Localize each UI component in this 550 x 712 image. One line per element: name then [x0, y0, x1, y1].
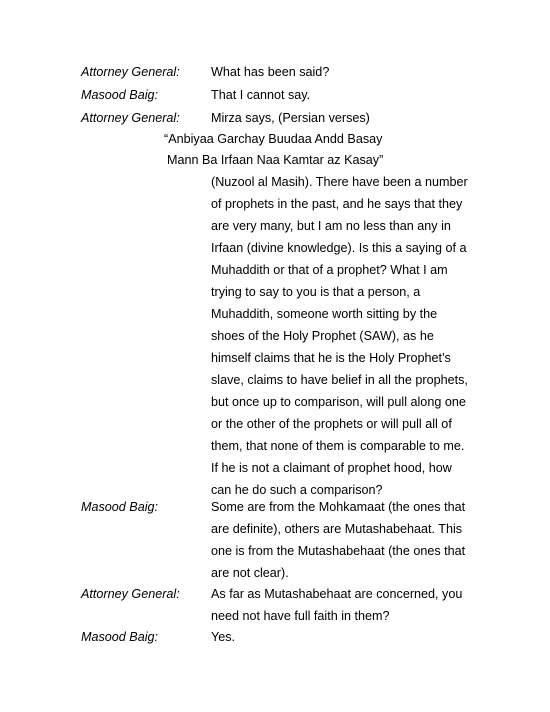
speech-text: Yes.: [211, 630, 236, 644]
speaker-label: Attorney General:: [81, 65, 180, 79]
speaker-label: Masood Baig:: [81, 500, 159, 514]
paragraph-line: trying to say to you is that a person, a: [211, 285, 421, 299]
speech-text: need not have full faith in them?: [211, 609, 390, 623]
speech-text: are definite), others are Mutashabehaat. This: [211, 522, 463, 536]
speech-text: As far as Mutashabehaat are concerned, you: [211, 587, 463, 601]
speaker-label: Masood Baig:: [81, 88, 159, 102]
paragraph-line: or the other of the prophets or will pull all of: [211, 417, 452, 431]
speaker-label: Attorney General:: [81, 111, 180, 125]
persian-verse-line: Mann Ba Irfaan Naa Kamtar az Kasay”: [167, 153, 384, 167]
paragraph-line: Muhaddith, someone worth sitting by the: [211, 307, 438, 321]
paragraph-line: of prophets in the past, and he says that they: [211, 197, 463, 211]
speech-text: Mirza says, (Persian verses): [211, 111, 370, 125]
paragraph-line: them, that none of them is comparable to me.: [211, 439, 465, 453]
speaker-label: Masood Baig:: [81, 630, 159, 644]
speaker-label: Attorney General:: [81, 587, 180, 601]
paragraph-line: are very many, but I am no less than any in: [211, 219, 451, 233]
paragraph-line: slave, claims to have belief in all the prophets,: [211, 373, 468, 387]
speech-text: one is from the Mutashabehaat (the ones that: [211, 544, 466, 558]
paragraph-line: shoes of the Holy Prophet (SAW), as he: [211, 329, 434, 343]
paragraph-line: Irfaan (divine knowledge). Is this a saying of a: [211, 241, 467, 255]
speech-text: That I cannot say.: [211, 88, 311, 102]
speech-text: What has been said?: [211, 65, 330, 79]
speech-text: are not clear).: [211, 566, 289, 580]
paragraph-line: but once up to comparison, will pull along one: [211, 395, 466, 409]
paragraph-line: (Nuzool al Masih). There have been a number: [211, 175, 468, 189]
persian-verse-line: “Anbiyaa Garchay Buudaa Andd Basay: [164, 132, 383, 146]
paragraph-line: If he is not a claimant of prophet hood, how: [211, 461, 452, 475]
paragraph-line: Muhaddith or that of a prophet? What I am: [211, 263, 448, 277]
paragraph-line: can he do such a comparison?: [211, 483, 383, 497]
speech-text: Some are from the Mohkamaat (the ones that: [211, 500, 466, 514]
paragraph-line: himself claims that he is the Holy Prophet’s: [211, 351, 451, 365]
